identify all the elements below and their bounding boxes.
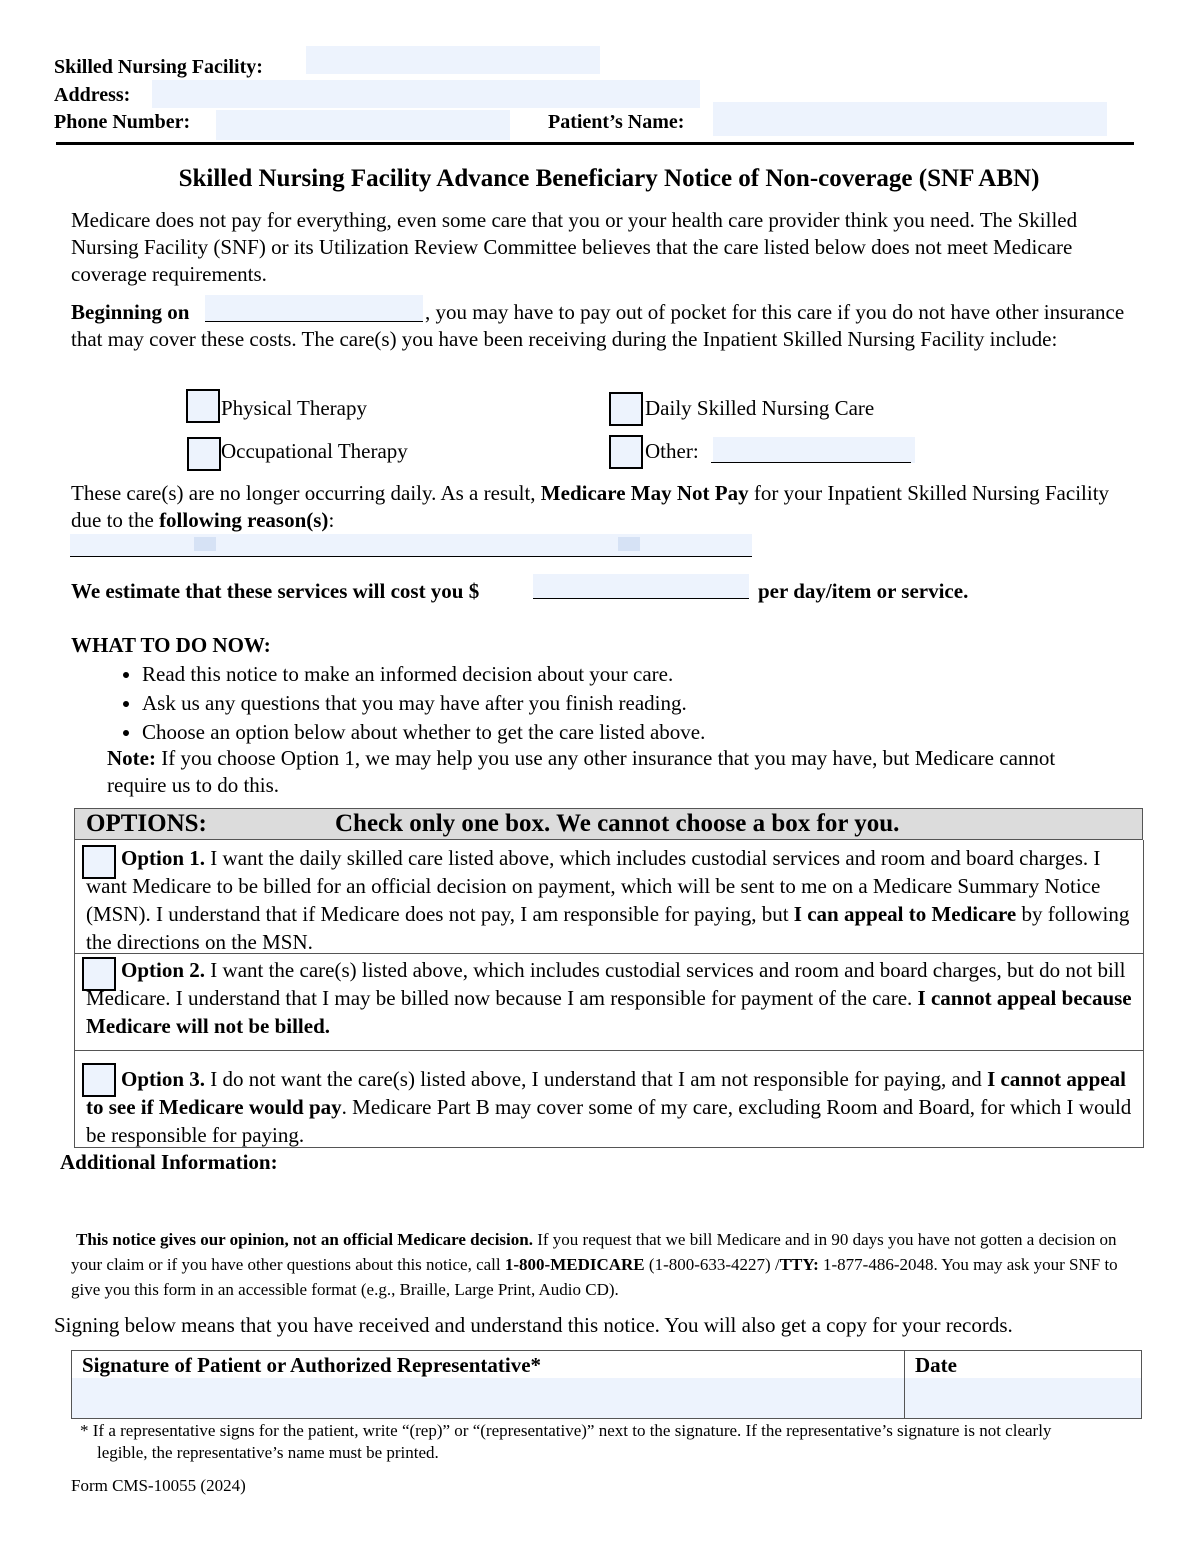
date-label: Date [915,1353,957,1377]
occupational-therapy-checkbox[interactable] [187,437,221,471]
option-1-text: Option 1. I want the daily skilled care listed above, which includes custodial services and room and board charges. I want Medicare to be billed for an official decision on payment, which will be sent to me on a Medicare Summary Notice (MSN). I understand that if Medicare does not pay, I am responsible for paying, but I can appeal to Medicare by following the directions on the MSN. [86,846,1130,954]
daily-nursing-label: Daily Skilled Nursing Care [645,396,875,420]
form-number: Form CMS-10055 (2024) [71,1476,246,1495]
reasons-field[interactable] [70,534,752,557]
address-field[interactable] [152,80,700,108]
options-header-label: OPTIONS: [86,810,207,837]
list-item: • Choose an option below about whether to get the care listed above. [142,718,1142,747]
other-checkbox[interactable] [609,435,643,469]
additional-info-label: Additional Information: [60,1150,278,1174]
phone-field[interactable] [216,110,510,140]
reasons-paragraph: These care(s) are no longer occurring daily. As a result, Medicare May Not Pay for your Inpatient Skilled Nursing Facility due to the following reason(s): [71,481,1110,532]
patient-name-label: Patient’s Name: [548,111,685,133]
signature-table [71,1350,1142,1419]
what-to-do-list [108,660,1142,747]
physical-therapy-label: Physical Therapy [221,396,367,420]
list-item: • Ask us any questions that you may have after you finish reading. [142,689,1142,718]
date-cell [905,1351,1142,1419]
phone-label: Phone Number: [54,111,191,133]
option-2-text: Option 2. I want the care(s) listed above, which includes custodial services and room and board charges, but do not bill Medicare. I understand that I may be billed now because I am responsible for payment of the care. I cannot appeal because Medicare will not be billed. [86,958,1132,1038]
list-item: • Read this notice to make an informed decision about your care. [142,660,1142,689]
options-header [74,808,1143,840]
other-field[interactable] [713,437,915,463]
intro-paragraph: Medicare does not pay for everything, even some care that you or your health care provider think you need. The Skilled Nursing Facility (SNF) or its Utilization Review Committee believes that the care listed below does not meet Medicare coverage requirements. [71,208,1078,286]
estimate-cost-field[interactable] [533,574,749,599]
patient-name-field[interactable] [713,102,1107,136]
beginning-label: Beginning on [71,300,190,324]
options-instruction: Check only one box. We cannot choose a box for you. [335,810,900,837]
beginning-text: , you may have to pay out of pocket for this care if you do not have other insurance that may cover these costs. The care(s) you have been receiving during the Inpatient Skilled Nursing Facility include: [71,300,1125,351]
occupational-therapy-label: Occupational Therapy [221,439,408,463]
footnote: * If a representative signs for the patient, write “(rep)” or “(representative)” next to the signature. If the representative’s signature is not clearly legible, the representative’s name must be printed. [80,1421,1052,1462]
other-label: Other: [645,439,699,463]
daily-nursing-checkbox[interactable] [609,392,643,426]
signing-statement: Signing below means that you have received and understand this notice. You will also get a copy for your records. [54,1313,1013,1337]
signature-field[interactable] [72,1378,904,1418]
estimate-suffix: per day/item or service. [758,579,969,603]
header-divider [56,142,1134,145]
other-underline [711,462,911,463]
reasons-field-marker [618,537,640,551]
facility-field[interactable] [306,46,600,74]
estimate-label: We estimate that these services will cost you $ [71,579,480,603]
notice-paragraph: This notice gives our opinion, not an official Medicare decision. If you request that we bill Medicare and in 90 days you have not gotten a decision on your claim or if you have other questions about this notice, call 1-800-MEDICARE (1-800-633-4227) /TTY: 1-877-486-2048. You may ask your SNF to give you this form in an accessible format (e.g., Braille, Large Print, Audio CD). [71,1230,1118,1299]
what-to-do-heading: WHAT TO DO NOW: [71,633,271,657]
signature-cell [72,1351,905,1419]
date-field[interactable] [905,1378,1141,1418]
signature-label: Signature of Patient or Authorized Representative* [82,1353,542,1377]
reasons-field-marker [194,537,216,551]
option-3-text: Option 3. I do not want the care(s) listed above, I understand that I am not responsible for paying, and I cannot appeal to see if Medicare would pay. Medicare Part B may cover some of my care, excluding Room and Board, for which I would be responsible for paying. [86,1067,1132,1147]
facility-label: Skilled Nursing Facility: [54,56,263,78]
physical-therapy-checkbox[interactable] [186,389,220,423]
page-title: Skilled Nursing Facility Advance Beneficiary Notice of Non-coverage (SNF ABN) [178,165,1040,192]
address-label: Address: [54,84,131,106]
note-paragraph: Note: If you choose Option 1, we may help you use any other insurance that you may have, but Medicare cannot require us to do this. [107,746,1056,797]
